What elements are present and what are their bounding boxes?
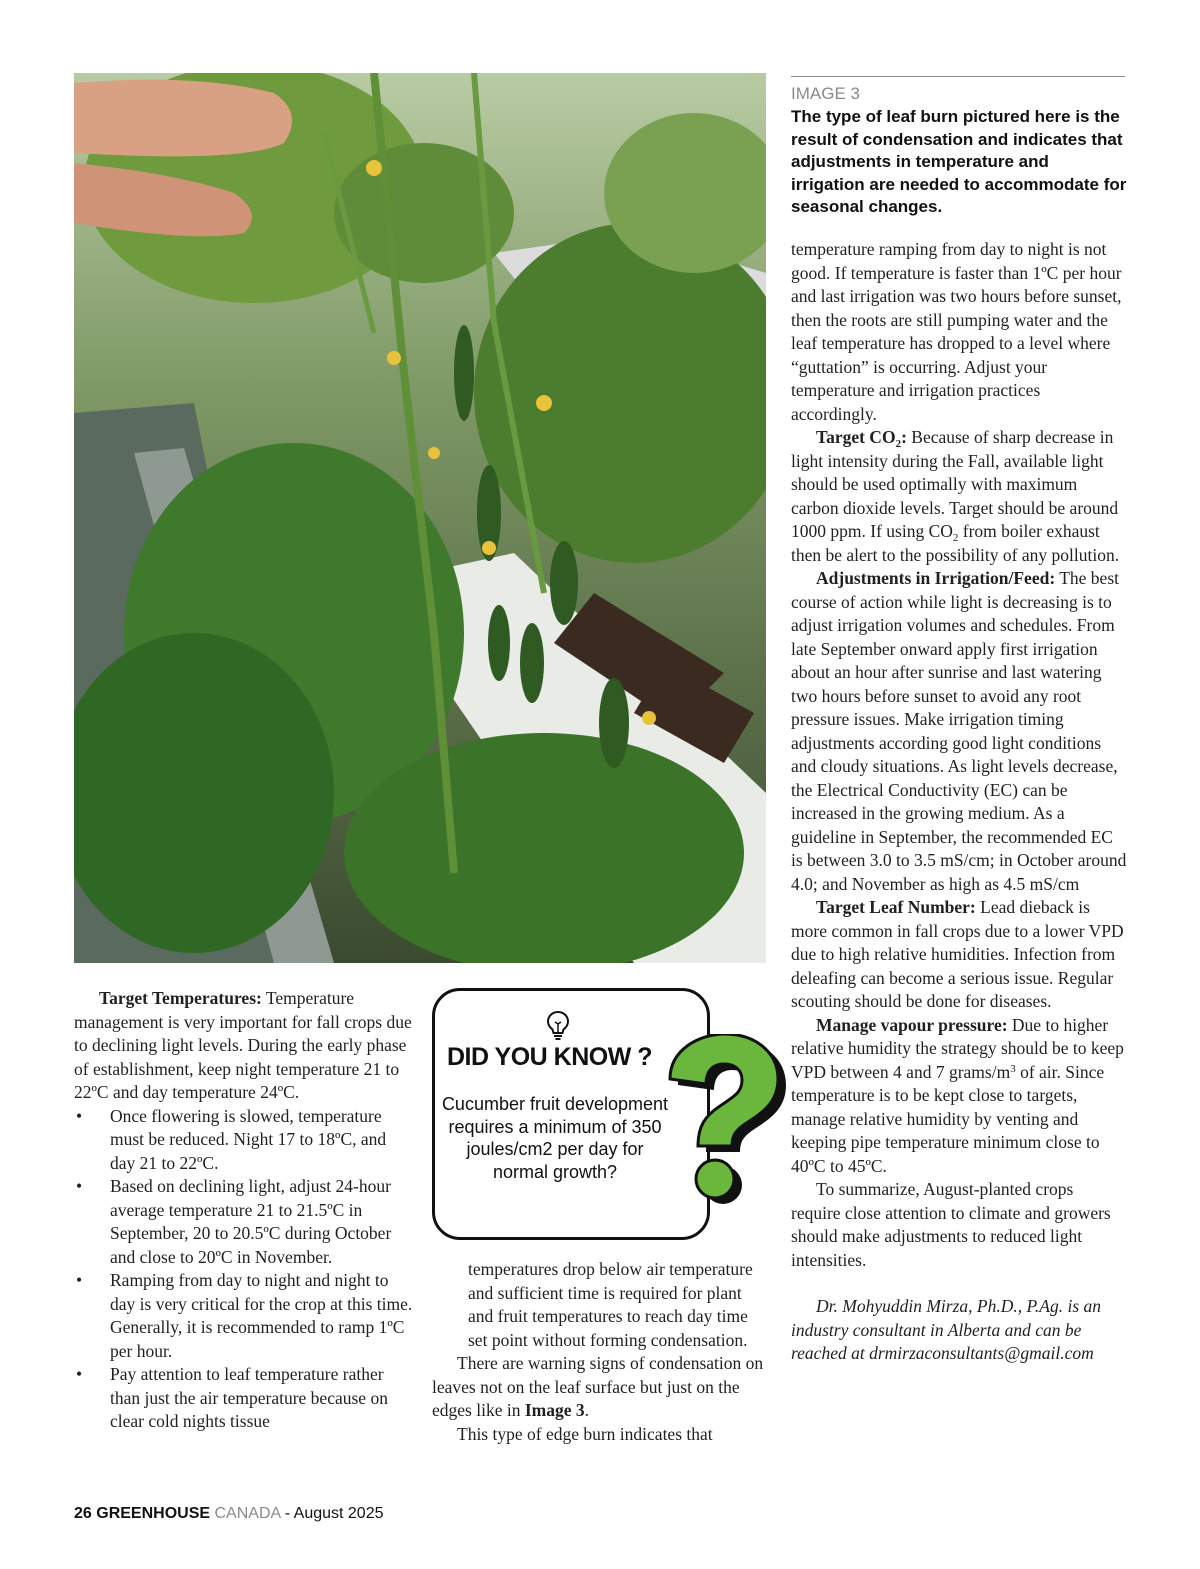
middle-column — [432, 1258, 768, 1446]
did-you-know-title: DID YOU KNOW ? — [447, 1043, 653, 1071]
heading-irrigation: Adjustments in Irrigation/Feed: — [816, 568, 1056, 588]
paragraph: This type of edge burn indicates that — [457, 1423, 713, 1444]
paragraph: There are warning signs of condensation on leaves not on the leaf surface but just on the edges like in Image 3. — [432, 1353, 764, 1420]
heading-vapour-pressure: Manage vapour pressure: — [816, 1014, 1008, 1035]
list-item: • Based on declining light, adjust 24-hour average temperature 21 to 21.5ºC in September, 20 to 20.5ºC during October and close to 20ºC in November. — [76, 1176, 392, 1267]
question-mark-icon — [660, 1034, 790, 1204]
bullet-icon: • — [76, 1270, 83, 1290]
image-reference: Image 3 — [524, 1400, 585, 1420]
author-byline: Dr. Mohyuddin Mirza, Ph.D., P.Ag. is an industry consultant in Alberta and can be reached at drmirzaconsultants@gmail.com — [791, 1296, 1102, 1363]
bullet-icon: • — [76, 1176, 83, 1196]
caption-label: IMAGE 3 — [791, 84, 860, 103]
paragraph-summary: To summarize, August-planted crops require close attention to climate and growers should make adjustments to reduced light intensities. — [791, 1179, 1111, 1270]
list-item: • Once flowering is slowed, temperature must be reduced. Night 17 to 18ºC, and day 21 to 22ºC. — [76, 1105, 387, 1173]
bullet-icon: • — [76, 1364, 83, 1384]
right-column — [791, 238, 1127, 1366]
paragraph-vapour-pressure: Manage vapour pressure: Due to higher relative humidity the strategy should be to keep VPD between 4 and 7 grams/$m^3$ of air. Since temperature is to be kept close to targets, manage relative humidity by venting and keeping pipe temperature minimum close to 40ºC to 45ºC. — [791, 1014, 1124, 1176]
paragraph-leaf-number: Target Leaf Number: Lead dieback is more common in fall crops due to a lower VPD due to high relative humidities. Infection from deleafing can become a serious issue. Regular scouting should be done for diseases. — [791, 897, 1124, 1011]
issue-date: August 2025 — [293, 1505, 384, 1522]
paragraph: temperature ramping from day to night is not good. If temperature is faster than 1ºC per hour and last irrigation was two hours before sunset, then the roots are still pumping water and the leaf temperature has dropped to a level where “guttation” is occurring. Adjust your temperature and irrigation practices accordingly. — [791, 239, 1122, 424]
page-footer — [74, 1505, 384, 1523]
left-column — [74, 987, 414, 1434]
publication-name: GREENHOUSE — [96, 1505, 211, 1522]
caption-text: The type of leaf burn pictured here is the result of condensation and indicates that adjustments in temperature and irrigation are needed to accommodate for seasonal changes. — [791, 107, 1127, 216]
publication-region: CANADA — [214, 1505, 281, 1522]
paragraph-target-co2: Target $CO_2$: Because of sharp decrease in light intensity during the Fall, available light should be used optimally with maximum carbon dioxide levels. Target should be around 1000 ppm. If using $CO_2$ from boiler exhaust then be alert to the possibility of any pollution. — [791, 427, 1120, 565]
heading-target-temperatures: Target Temperatures: — [99, 988, 262, 1008]
page-number: 26 — [74, 1505, 92, 1522]
paragraph: temperatures drop below air temperature and sufficient time is required for plant and fruit temperatures to reach day time set point without forming condensation. — [468, 1259, 753, 1350]
bullet-list — [74, 1105, 414, 1434]
cucumber-plant-photo — [74, 73, 766, 963]
did-you-know-text: Cucumber fruit development requires a minimum of 350 joules/cm2 per day for normal growth? — [441, 1094, 669, 1182]
caption-rule — [791, 76, 1125, 77]
footer-separator: - — [284, 1505, 291, 1522]
paragraph-irrigation: Adjustments in Irrigation/Feed: The best course of action while light is decreasing is to adjust irrigation volumes and schedules. From late September onward apply first irrigation about an hour after sunrise and last watering two hours before sunset to avoid any root pressure issues. Make irrigation timing adjustments according good light conditions and cloudy situations. As light levels decrease, the Electrical Conductivity (EC) can be increased in the growing medium. As a guideline in September, the recommended EC is between 3.0 to 3.5 mS/cm; in October around 4.0; and November as high as 4.5 mS/cm — [791, 568, 1127, 894]
heading-target-co2: Target $CO_2$: — [816, 427, 907, 450]
list-item: • Ramping from day to night and night to day is very critical for the crop at this time. Generally, it is recommended to ramp 1ºC per hour. — [76, 1270, 413, 1361]
list-item: • Pay attention to leaf temperature rather than just the air temperature because on clear cold nights tissue — [76, 1364, 388, 1431]
heading-leaf-number: Target Leaf Number: — [816, 897, 976, 917]
bullet-icon: • — [76, 1105, 83, 1126]
paragraph-target-temperatures: Target Temperatures: Temperature management is very important for fall crops due to declining light levels. During the early phase of establishment, keep night temperature 21 to 22ºC and day temperature 24ºC. — [74, 988, 412, 1102]
lightbulb-icon — [545, 1010, 571, 1040]
